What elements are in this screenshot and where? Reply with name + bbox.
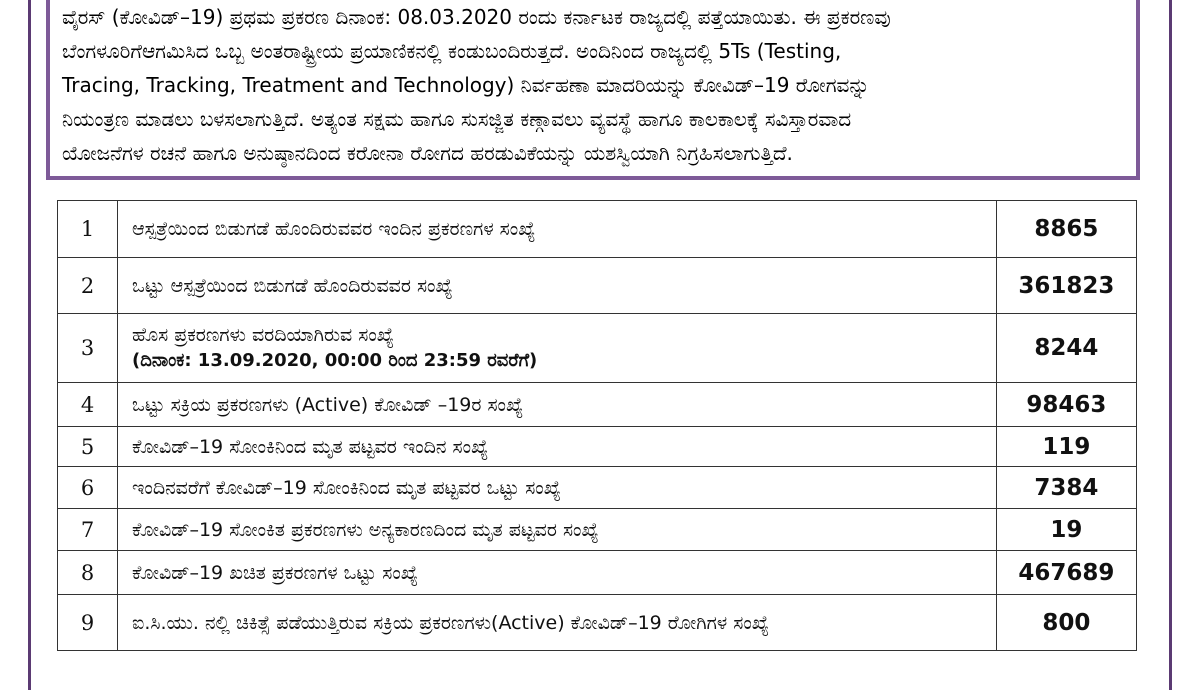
table-row <box>58 427 1137 467</box>
intro-line: ನಿಯಂತ್ರಣ ಮಾಡಲು ಬಳಸಲಾಗುತ್ತಿದೆ. ಅತ್ಯಂತ ಸಕ್ಷಮ ಹಾಗೂ ಸುಸಜ್ಜಿತ ಕಣ್ಗಾವಲು ವ್ಯವಸ್ಥೆ ಹಾಗೂ ಕಾಲಕಾಲಕ್ಕೆ ಸವಿಸ್ತಾರವಾದ <box>62 107 852 131</box>
row-number: 7 <box>58 509 118 551</box>
row-description <box>118 258 997 314</box>
row-value: 361823 <box>996 258 1136 314</box>
row-value: 800 <box>996 595 1136 651</box>
row-number: 9 <box>58 595 118 651</box>
intro-line: ಯೋಜನೆಗಳ ರಚನೆ ಹಾಗೂ ಅನುಷ್ಠಾನದಿಂದ ಕರೋನಾ ರೋಗದ ಹರಡುವಿಕೆಯನ್ನು ಯಶಸ್ವಿಯಾಗಿ ನಿಗ್ರಹಿಸಲಾಗುತ್ತಿದೆ. <box>62 141 793 165</box>
row-description <box>118 427 997 467</box>
row-number: 6 <box>58 467 118 509</box>
covid-stats-table <box>57 200 1137 651</box>
table-row <box>58 201 1137 258</box>
row-number: 2 <box>58 258 118 314</box>
row-value: 8865 <box>996 201 1136 258</box>
row-description <box>118 314 997 383</box>
row-description-text: ಕೋವಿಡ್–19 ಖಚಿತ ಪ್ರಕರಣಗಳ ಒಟ್ಟು ಸಂಖ್ಯೆ <box>132 561 418 584</box>
intro-box <box>46 0 1140 180</box>
table-row <box>58 314 1137 383</box>
row-description-text: ಐ.ಸಿ.ಯು. ನಲ್ಲಿ ಚಿಕಿತ್ಸೆ ಪಡೆಯುತ್ತಿರುವ ಸಕ್ರಿಯ ಪ್ರಕರಣಗಳು(Active) ಕೋವಿಡ್–19 ರೋಗಿಗಳ ಸಂಖ್ಯೆ <box>132 611 769 634</box>
row-number: 5 <box>58 427 118 467</box>
row-description-text: ಕೋವಿಡ್–19 ಸೋಂಕಿನಿಂದ ಮೃತ ಪಟ್ಟವರ ಇಂದಿನ ಸಂಖ್ಯೆ <box>132 435 489 458</box>
row-value: 8244 <box>996 314 1136 383</box>
row-description-text: ಆಸ್ಪತ್ರೆಯಿಂದ ಬಿಡುಗಡೆ ಹೊಂದಿರುವವರ ಇಂದಿನ ಪ್ರಕರಣಗಳ ಸಂಖ್ಯೆ <box>132 218 536 240</box>
intro-line: ವೈರಸ್ (ಕೋವಿಡ್–19) ಪ್ರಥಮ ಪ್ರಕರಣ ದಿನಾಂಕ: 08.03.2020 ರಂದು ಕರ್ನಾಟಕ ರಾಜ್ಯದಲ್ಲಿ ಪತ್ತೆಯಾಯಿತು. ಈ ಪ್ರಕರಣವು <box>62 5 891 29</box>
row-description <box>118 595 997 651</box>
intro-line: ಬೆಂಗಳೂರಿಗೆಆಗಮಿಸಿದ ಒಬ್ಬ ಅಂತರಾಷ್ಟ್ರೀಯ ಪ್ರಯಾಣಿಕನಲ್ಲಿ ಕಂಡುಬಂದಿರುತ್ತದೆ. ಅಂದಿನಿಂದ ರಾಜ್ಯದಲ್ಲಿ 5Ts (Testing, <box>62 39 842 63</box>
row-description-text: ಒಟ್ಟು ಸಕ್ರಿಯ ಪ್ರಕರಣಗಳು (Active) ಕೋವಿಡ್ –19ರ ಸಂಖ್ಯೆ <box>132 393 524 416</box>
row-description <box>118 201 997 258</box>
table-row <box>58 467 1137 509</box>
row-description-text: ಹೊಸ ಪ್ರಕರಣಗಳು ವರದಿಯಾಗಿರುವ ಸಂಖ್ಯೆ <box>132 324 395 346</box>
row-value: 98463 <box>996 383 1136 427</box>
row-description <box>118 509 997 551</box>
row-value: 7384 <box>996 467 1136 509</box>
row-value: 467689 <box>996 551 1136 595</box>
table-row <box>58 509 1137 551</box>
row-description-text: ಒಟ್ಟು ಆಸ್ಪತ್ರೆಯಿಂದ ಬಿಡುಗಡೆ ಹೊಂದಿರುವವರ ಸಂಖ್ಯೆ <box>132 274 453 297</box>
row-number: 3 <box>58 314 118 383</box>
row-description <box>118 551 997 595</box>
row-description <box>118 467 997 509</box>
row-value: 119 <box>996 427 1136 467</box>
row-date-range: (ದಿನಾಂಕ: 13.09.2020, 00:00 ರಿಂದ 23:59 ರವರೆಗೆ) <box>132 350 538 371</box>
row-number: 1 <box>58 201 118 258</box>
row-number: 8 <box>58 551 118 595</box>
row-number: 4 <box>58 383 118 427</box>
table-row <box>58 595 1137 651</box>
row-value: 19 <box>996 509 1136 551</box>
table-row <box>58 258 1137 314</box>
table-row <box>58 551 1137 595</box>
intro-line: Tracing, Tracking, Treatment and Technology) ನಿರ್ವಹಣಾ ಮಾದರಿಯನ್ನು ಕೋವಿಡ್–19 ರೋಗವನ್ನು <box>62 73 870 97</box>
table-row <box>58 383 1137 427</box>
row-description <box>118 383 997 427</box>
row-description-text: ಇಂದಿನವರೆಗೆ ಕೋವಿಡ್–19 ಸೋಂಕಿನಿಂದ ಮೃತ ಪಟ್ಟವರ ಒಟ್ಟು ಸಂಖ್ಯೆ <box>132 476 561 499</box>
row-description-text: ಕೋವಿಡ್–19 ಸೋಂಕಿತ ಪ್ರಕರಣಗಳು ಅನ್ಯಕಾರಣದಿಂದ ಮೃತ ಪಟ್ಟವರ ಸಂಖ್ಯೆ <box>132 518 599 541</box>
